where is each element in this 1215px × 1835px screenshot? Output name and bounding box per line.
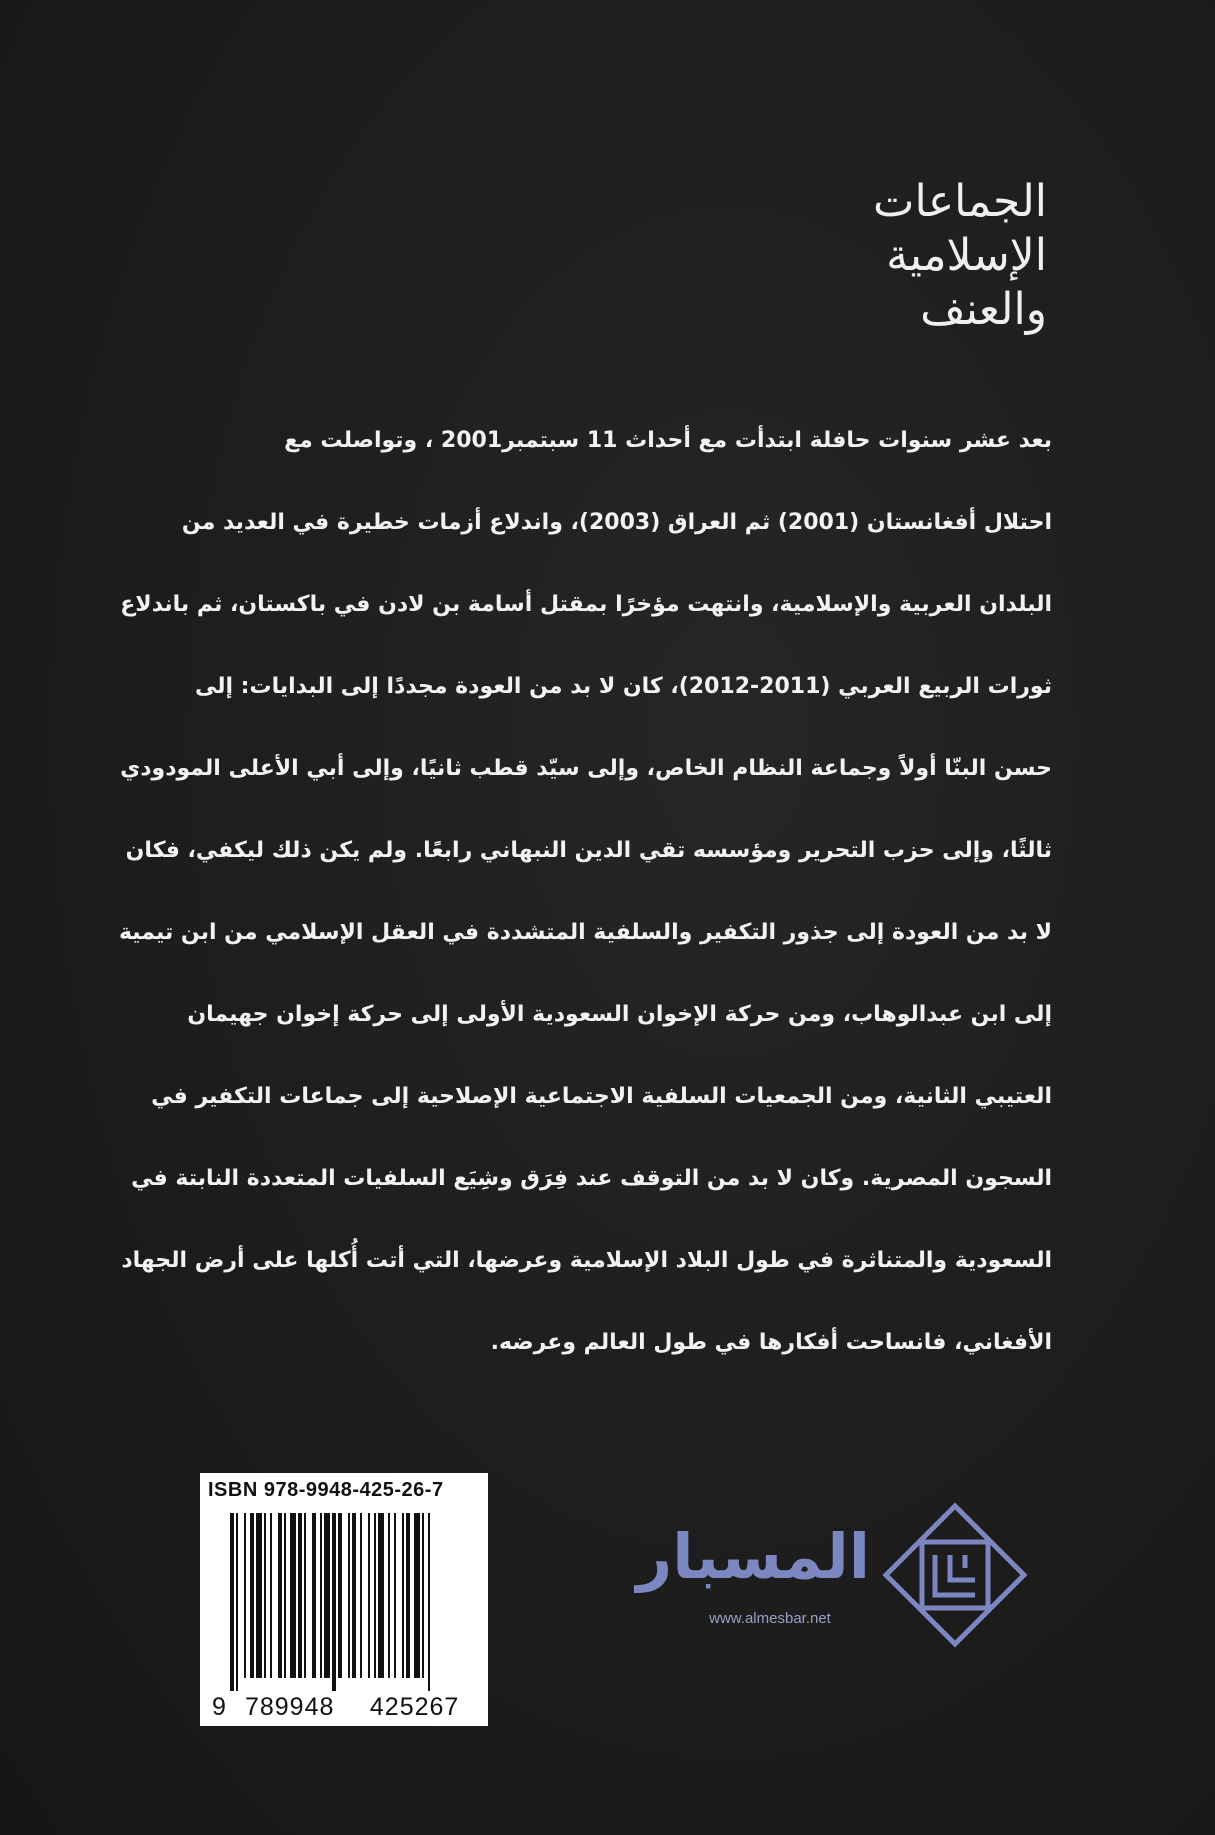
blurb-line: حسن البنّا أولاً وجماعة النظام الخاص، وإلى سيّد قطب ثانيًا، وإلى أبي الأعلى المودودي <box>120 756 1052 781</box>
barcode-digit-group-1: 789948 <box>244 1693 335 1721</box>
barcode-bar <box>352 1513 356 1678</box>
title-line-3: والعنف <box>920 284 1047 335</box>
barcode-bar <box>278 1513 282 1678</box>
blurb-text <box>118 400 1052 1384</box>
barcode-bar <box>348 1513 350 1678</box>
barcode-bar <box>290 1513 296 1678</box>
blurb-line: لا بد من العودة إلى جذور التكفير والسلفية المتشددة في العقل الإسلامي من ابن تيمية <box>118 920 1052 945</box>
barcode-digits <box>212 1693 482 1722</box>
barcode-bar <box>414 1513 420 1678</box>
blurb-line: إلى ابن عبدالوهاب، ومن حركة الإخوان السعودية الأولى إلى حركة إخوان جهيمان <box>187 1002 1052 1027</box>
barcode-bar <box>374 1513 376 1678</box>
barcode-bar <box>402 1513 404 1678</box>
barcode-bars <box>230 1513 470 1691</box>
barcode-bar <box>324 1513 330 1678</box>
publisher-emblem-icon <box>880 1500 1030 1650</box>
publisher-logo <box>630 1500 1030 1650</box>
blurb-line: احتلال أفغانستان (2001) ثم العراق (2003)، واندلاع أزمات خطيرة في العديد من <box>181 510 1052 535</box>
barcode-bar <box>394 1513 396 1678</box>
barcode-digit-group-2: 425267 <box>369 1693 460 1721</box>
barcode-bar <box>304 1513 306 1678</box>
barcode-bar <box>368 1513 370 1678</box>
barcode-bar <box>312 1513 316 1678</box>
barcode-bar <box>320 1513 322 1678</box>
barcode-bar <box>360 1513 362 1678</box>
barcode-bar <box>388 1513 390 1678</box>
barcode-bar <box>230 1513 234 1691</box>
blurb-line: ثورات الربيع العربي (2011-2012)، كان لا بد من العودة مجددًا إلى البدايات: إلى <box>194 674 1052 699</box>
publisher-name: المسبار <box>636 1520 870 1593</box>
barcode-bar <box>264 1513 266 1678</box>
barcode-bar <box>270 1513 272 1678</box>
barcode-bar <box>338 1513 342 1678</box>
barcode-digit-first: 9 <box>212 1693 226 1721</box>
barcode-bar <box>256 1513 262 1678</box>
barcode-bar <box>332 1513 336 1691</box>
barcode-bar <box>428 1513 430 1691</box>
blurb-line: السعودية والمتناثرة في طول البلاد الإسلامية وعرضها، التي أتت أُكلها على أرض الجهاد <box>121 1248 1052 1273</box>
title-line-2: الإسلامية <box>886 230 1047 281</box>
barcode-bar <box>422 1513 424 1678</box>
blurb-line: بعد عشر سنوات حافلة ابتدأت مع أحداث 11 سبتمبر2001 ، وتواصلت مع <box>284 428 1052 453</box>
blurb-line: العتيبي الثانية، ومن الجمعيات السلفية الاجتماعية الإصلاحية إلى جماعات التكفير في <box>151 1084 1052 1109</box>
barcode-bar <box>236 1513 238 1691</box>
barcode-bar <box>244 1513 246 1678</box>
isbn-barcode <box>200 1473 488 1726</box>
isbn-label: ISBN 978-9948-425-26-7 <box>208 1479 444 1501</box>
blurb-line: ثالثًا، وإلى حزب التحرير ومؤسسه تقي الدين النبهاني رابعًا. ولم يكن ذلك ليكفي، فكان <box>125 838 1052 863</box>
blurb-line: البلدان العربية والإسلامية، وانتهت مؤخرًا بمقتل أسامة بن لادن في باكستان، ثم باندلاع <box>120 592 1052 617</box>
blurb-line: السجون المصرية. وكان لا بد من التوقف عند فِرَق وشِيَع السلفيات المتعددة النابتة في <box>131 1166 1052 1191</box>
barcode-bar <box>250 1513 254 1678</box>
book-title <box>647 175 1047 337</box>
barcode-bar <box>284 1513 286 1678</box>
barcode-bar <box>298 1513 302 1678</box>
barcode-bar <box>406 1513 410 1678</box>
title-line-1: الجماعات <box>873 176 1047 227</box>
publisher-url: www.almesbar.net <box>709 1610 831 1627</box>
barcode-bar <box>378 1513 384 1678</box>
blurb-line: الأفغاني، فانساحت أفكارها في طول العالم وعرضه. <box>490 1330 1052 1355</box>
